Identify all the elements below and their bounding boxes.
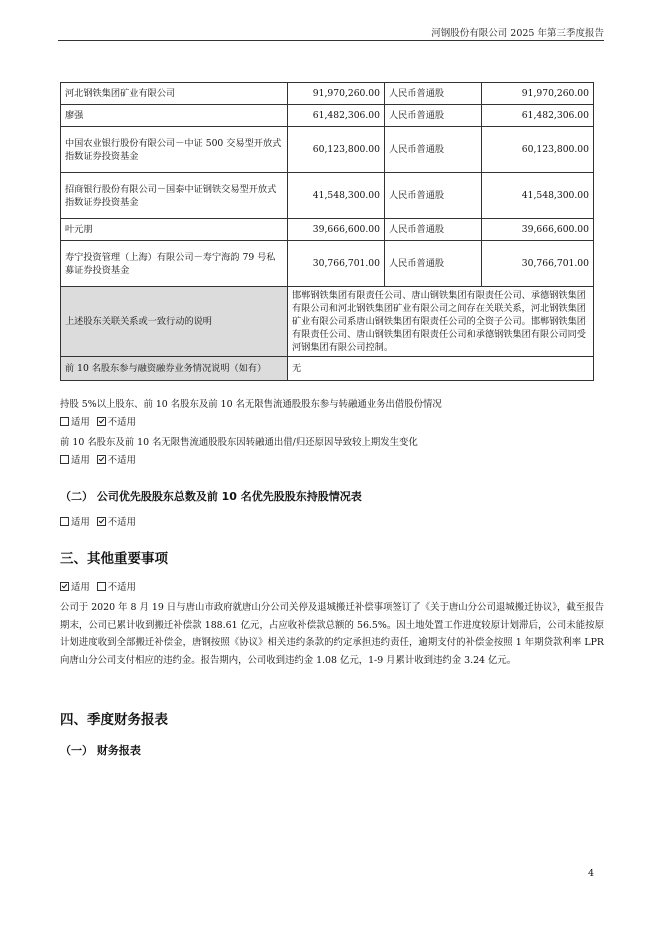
unchecked-box-icon (60, 455, 69, 464)
financial-statements-heading: 四、季度财务报表 (60, 712, 168, 728)
class-amount: 60,123,800.00 (482, 127, 594, 173)
other-matters-heading: 三、其他重要事项 (60, 551, 168, 567)
holding-amount: 39,666,600.00 (288, 219, 385, 241)
preferred-shares-heading: （二） 公司优先股股东总数及前 10 名优先股股东持股情况表 (60, 490, 362, 503)
applicable-label: 适用 (71, 517, 90, 528)
change-note-text: 前 10 名股东及前 10 名无限售流通股股东因转融通出借/归还原因导致较上期发生变化 (60, 437, 418, 448)
holder-name: 寿宁投资管理（上海）有限公司－寿宁海韵 79 号私募证券投资基金 (61, 241, 288, 287)
share-class: 人民币普通股 (385, 83, 482, 105)
header-divider (58, 40, 604, 41)
class-amount: 30,766,701.00 (482, 241, 594, 287)
financial-sub-heading: （一） 财务报表 (60, 744, 141, 757)
holder-name: 招商银行股份有限公司－国泰中证钢铁交易型开放式指数证券投资基金 (61, 173, 288, 219)
holder-name: 河北钢铁集团矿业有限公司 (61, 83, 288, 105)
relation-label: 上述股东关联关系或一致行动的说明 (61, 287, 288, 357)
holder-name: 中国农业银行股份有限公司－中证 500 交易型开放式指数证券投资基金 (61, 127, 288, 173)
relation-text: 邯郸钢铁集团有限责任公司、唐山钢铁集团有限责任公司、承德钢铁集团有限公司和河北钢铁集团矿业有限公司之间存在关联关系，河北钢铁集团矿业有限公司系唐山钢铁集团有限责任公司的全资子公司。邯郸钢铁集团有限责任公司、唐山钢铁集团有限责任公司和承德钢铁集团有限公司同受河钢集团有限公司控制。 (288, 287, 594, 357)
share-class: 人民币普通股 (385, 219, 482, 241)
share-class: 人民币普通股 (385, 241, 482, 287)
not-applicable-label: 不适用 (107, 517, 136, 528)
relocation-paragraph: 公司于 2020 年 8 月 19 日与唐山市政府就唐山分公司关停及退城搬迁补偿事项签订了《关于唐山分公司退城搬迁协议》，截至报告期末，公司已累计收到搬迁补偿款 188.61 亿元，占应收补偿款总额的 56.5%。因土地处置工作进度较原计划滞后，公司未能按原计划进度收到全部搬迁补偿金，唐钢按照《协议》相关违约条款的约定承担违约责任，逾期支付的补偿金按照 1 年期贷款利率 LPR 向唐山分公司支付相应的违约金。报告期内，公司收到违约金 1.08 亿元，1-9 月累计收到违约金 3.24 亿元。 (60, 602, 604, 666)
applicable-label: 适用 (71, 417, 90, 428)
share-class: 人民币普通股 (385, 127, 482, 173)
margin-row (61, 357, 594, 381)
page-number: 4 (588, 868, 595, 879)
holding-amount: 30,766,701.00 (288, 241, 385, 287)
checked-box-icon (97, 455, 106, 464)
not-applicable-label: 不适用 (107, 582, 136, 593)
holding-amount: 91,970,260.00 (288, 83, 385, 105)
holding-amount: 60,123,800.00 (288, 127, 385, 173)
table-row (61, 219, 594, 241)
margin-label: 前 10 名股东参与融资融券业务情况说明（如有） (61, 357, 288, 381)
lending-note-text: 持股 5%以上股东、前 10 名股东及前 10 名无限售流通股股东参与转融通业务出借股份情况 (60, 399, 442, 410)
holder-name: 廖强 (61, 105, 288, 127)
other-matters-options (60, 581, 136, 594)
preferred-options (60, 516, 136, 529)
class-amount: 41,548,300.00 (482, 173, 594, 219)
checked-box-icon (97, 517, 106, 526)
table-row (61, 83, 594, 105)
page-header (0, 0, 662, 44)
class-amount: 61,482,306.00 (482, 105, 594, 127)
not-applicable-label: 不适用 (107, 455, 136, 466)
checked-box-icon (97, 417, 106, 426)
change-note-options (60, 454, 136, 467)
class-amount: 39,666,600.00 (482, 219, 594, 241)
table-row (61, 105, 594, 127)
unchecked-box-icon (60, 517, 69, 526)
holding-amount: 41,548,300.00 (288, 173, 385, 219)
table-row (61, 127, 594, 173)
unchecked-box-icon (60, 417, 69, 426)
share-class: 人民币普通股 (385, 173, 482, 219)
holding-amount: 61,482,306.00 (288, 105, 385, 127)
lending-note-options (60, 416, 136, 429)
relation-row (61, 287, 594, 357)
report-title: 河钢股份有限公司 2025 年第三季度报告 (431, 28, 604, 39)
not-applicable-label: 不适用 (107, 417, 136, 428)
unchecked-box-icon (97, 582, 106, 591)
holder-name: 叶元朋 (61, 219, 288, 241)
table-row (61, 173, 594, 219)
class-amount: 91,970,260.00 (482, 83, 594, 105)
checked-box-icon (60, 582, 69, 591)
shareholders-table (60, 82, 594, 381)
table-row (61, 241, 594, 287)
share-class: 人民币普通股 (385, 105, 482, 127)
applicable-label: 适用 (71, 582, 90, 593)
applicable-label: 适用 (71, 455, 90, 466)
margin-text: 无 (288, 357, 594, 381)
